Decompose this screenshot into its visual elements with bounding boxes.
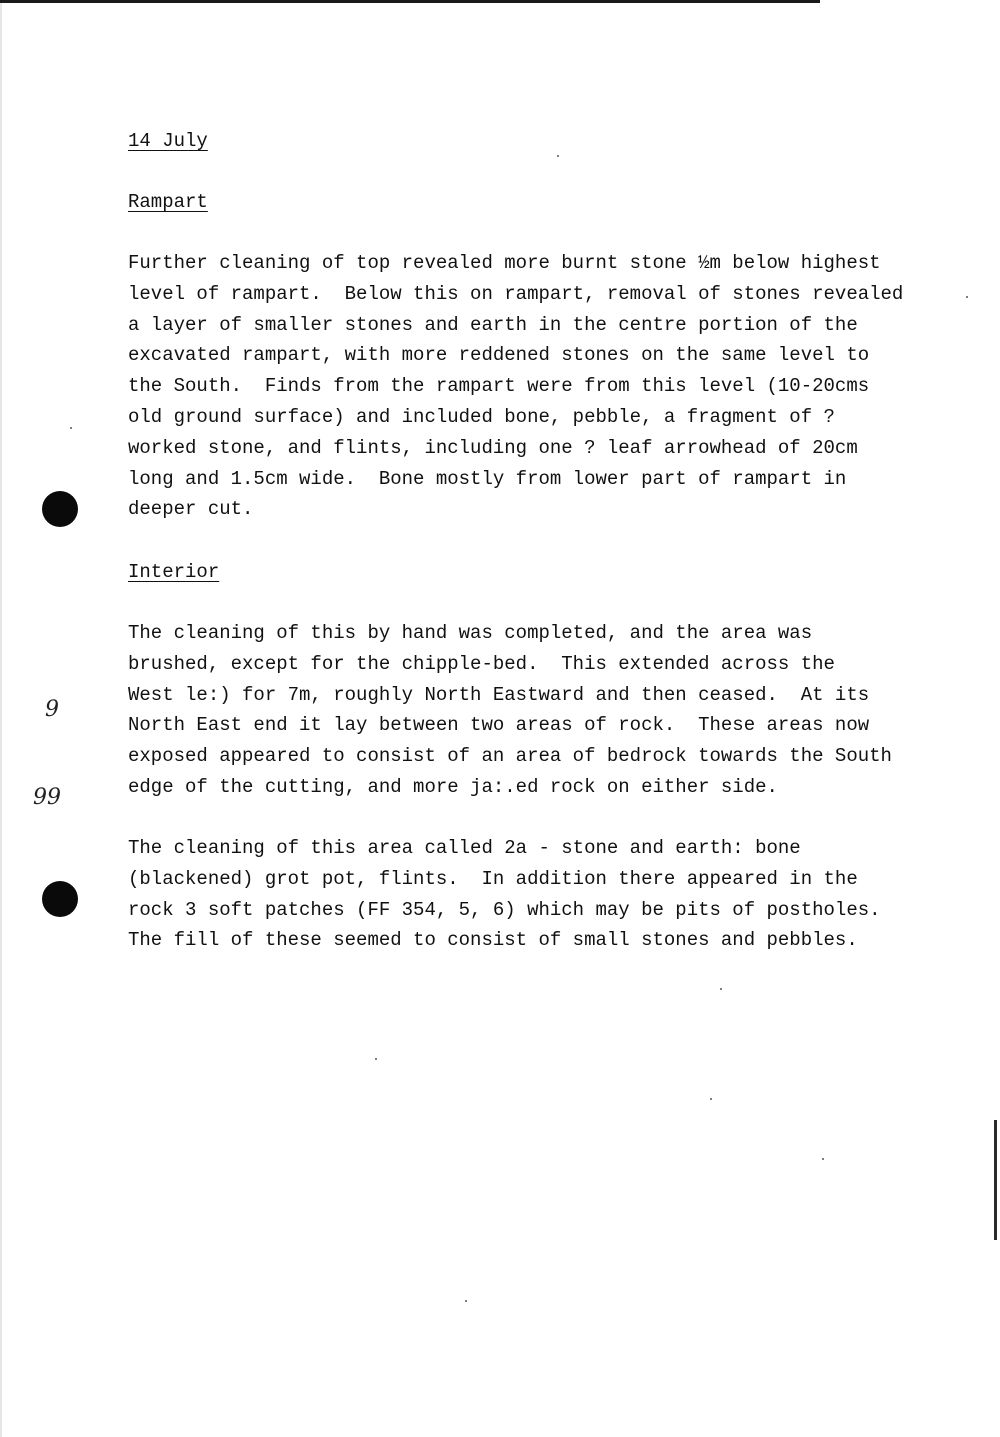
section-heading-interior: Interior [128,561,220,583]
paper-speck [822,1158,824,1160]
paper-speck [70,427,72,429]
text-line: old ground surface) and included bone, pebble, a fragment of ? [128,405,835,428]
paper-speck [710,1098,712,1100]
text-line: West le:) for 7m, roughly North Eastward and then ceased. At its [128,683,870,706]
text-line: long and 1.5cm wide. Bone mostly from lower part of rampart in [128,467,847,490]
section-heading-rampart: Rampart [128,191,208,213]
text-line: rock 3 soft patches (FF 354, 5, 6) which may be pits of postholes. [128,898,881,921]
punch-hole-top [42,491,78,527]
paper-speck [375,1058,377,1060]
paper-speck [720,988,722,990]
text-line: exposed appeared to consist of an area of bedrock towards the South [128,745,892,768]
interior-paragraph-1 [128,618,968,803]
text-line: the South. Finds from the rampart were from this level (10-20cms [128,375,870,398]
text-line: The cleaning of this area called 2a - stone and earth: bone [128,837,801,859]
text-line: level of rampart. Below this on rampart, removal of stones revealed [128,282,904,305]
page-right-edge-mark [994,1120,997,1240]
text-line: a layer of smaller stones and earth in the centre portion of the [128,313,858,336]
text-line: deeper cut. [128,498,254,521]
text-line: worked stone, and flints, including one ? leaf arrowhead of 20cm [128,436,858,459]
text-line: Further cleaning of top revealed more burnt stone ½m below highest [128,252,881,274]
page-top-border [0,0,820,3]
text-line: excavated rampart, with more reddened stones on the same level to [128,344,870,367]
paper-speck [465,1300,467,1302]
margin-note-1: 9 [45,697,59,722]
document-date: 14 July [128,130,208,152]
text-line: North East end it lay between two areas of rock. These areas now [128,714,870,737]
rampart-paragraph [128,248,968,525]
text-line: (blackened) grot pot, flints. In addition there appeared in the [128,867,858,890]
text-line: brushed, except for the chipple-bed. This extended across the [128,652,835,675]
text-line: edge of the cutting, and more ja:.ed rock on either side. [128,775,778,798]
text-line: The cleaning of this by hand was completed, and the area was [128,622,813,644]
interior-paragraph-2 [128,833,968,956]
punch-hole-bottom [42,881,78,917]
page-left-edge [0,0,2,1437]
text-line: The fill of these seemed to consist of small stones and pebbles. [128,929,858,952]
margin-note-2: 99 [33,785,61,810]
